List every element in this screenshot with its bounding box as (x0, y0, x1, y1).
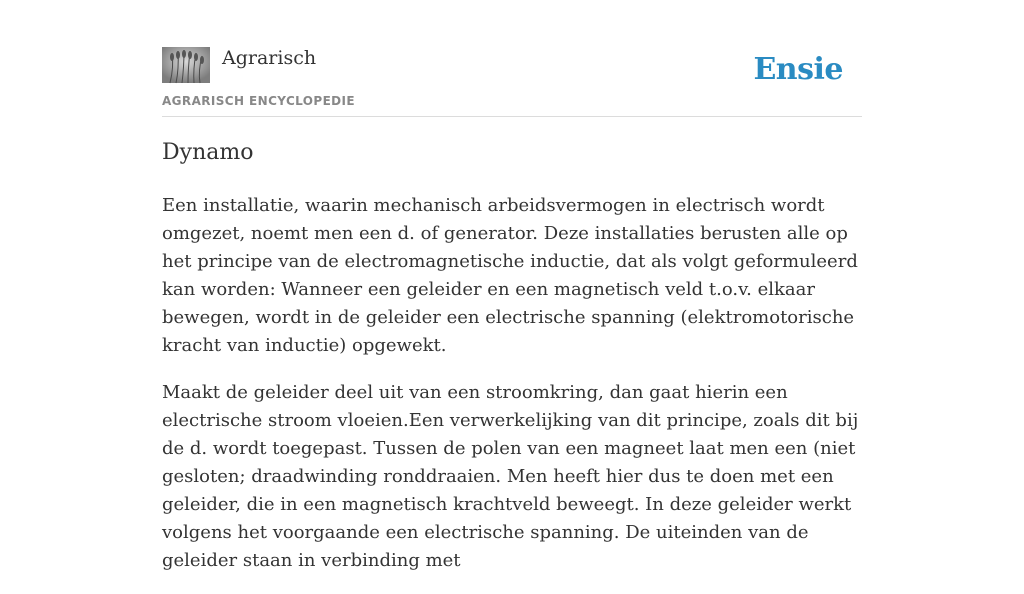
wheat-logo-icon[interactable] (162, 47, 210, 83)
ensie-brand-link[interactable]: Ensie (753, 52, 843, 87)
article-paragraph: Maakt de geleider deel uit van een stroomkring, dan gaat hierin een electrische stroom vloeien.Een verwerkelijking van dit principe, zoals dit bij de d. wordt toegepast. Tussen de polen van een magneet laat men een (niet gesloten; draadwinding ronddraaien. Men heeft hier dus te doen met een geleider, die in een magnetisch krachtveld beweegt. In deze geleider werkt volgens het voorgaande een electrische spanning. De uiteinden van de geleider staan in verbinding met (162, 382, 859, 571)
site-header (162, 44, 862, 117)
article-body (162, 192, 862, 594)
page-title: Dynamo (162, 140, 254, 165)
site-subtitle: AGRARISCH ENCYCLOPEDIE (162, 94, 355, 108)
site-name[interactable]: Agrarisch (222, 47, 317, 69)
article-paragraph: Een installatie, waarin mechanisch arbeidsvermogen in electrisch wordt omgezet, noemt men een d. of generator. Deze installaties berusten alle op het principe van de electromagnetische inductie, dat als volgt geformuleerd kan worden: Wanneer een geleider en een magnetisch veld t.o.v. elkaar bewegen, wordt in de geleider een electrische spanning (elektromotorische kracht van inductie) opgewekt. (162, 195, 858, 356)
